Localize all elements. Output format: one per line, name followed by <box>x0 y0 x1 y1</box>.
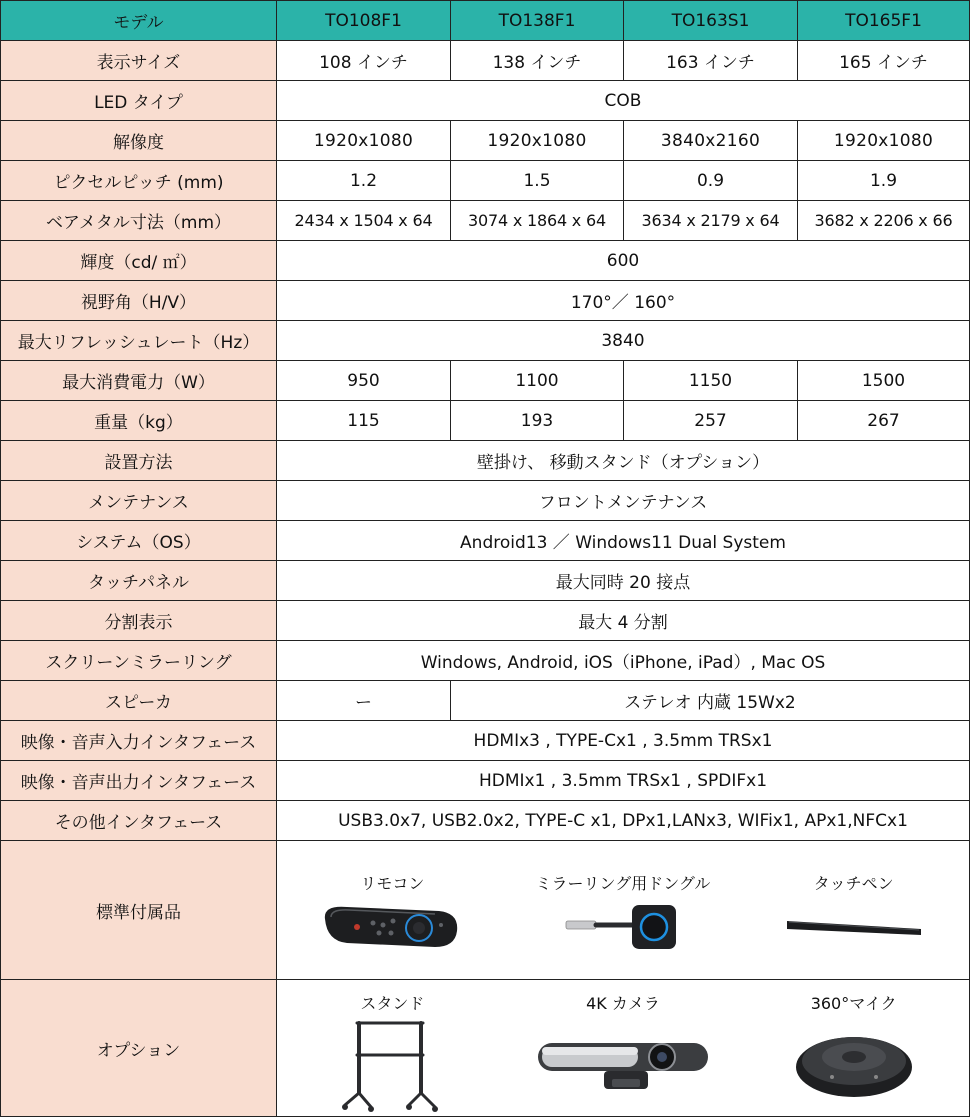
row-label: LED タイプ <box>1 81 277 121</box>
row-av-input <box>1 721 970 761</box>
cell-value: ステレオ 内蔵 15Wx2 <box>451 681 970 721</box>
row-av-output <box>1 761 970 801</box>
row-label: その他インタフェース <box>1 801 277 841</box>
cell-value: 1.5 <box>451 161 624 201</box>
stand-icon <box>337 1017 447 1113</box>
row-led-type <box>1 81 970 121</box>
accessory-touch-pen <box>749 863 959 957</box>
row-label: 映像・音声出力インタフェース <box>1 761 277 801</box>
model-name: TO138F1 <box>451 1 624 41</box>
option-caption: スタンド <box>360 994 425 1013</box>
row-touch-panel <box>1 561 970 601</box>
header-label: モデル <box>1 1 277 41</box>
remote-control-icon <box>317 897 467 957</box>
row-max-power <box>1 361 970 401</box>
cell-value: USB3.0x7, USB2.0x2, TYPE-C x1, DPx1,LANx3, WIFix1, APx1,NFCx1 <box>277 801 970 841</box>
row-label: 視野角（H/V） <box>1 281 277 321</box>
cell-value: 3074 x 1864 x 64 <box>451 201 624 241</box>
row-screen-mirroring <box>1 641 970 681</box>
cell-value: HDMIx3 , TYPE-Cx1 , 3.5mm TRSx1 <box>277 721 970 761</box>
row-label: 最大消費電力（W） <box>1 361 277 401</box>
row-label: ベアメタル寸法（mm） <box>1 201 277 241</box>
camera-icon <box>528 1017 718 1113</box>
cell-value: 163 インチ <box>624 41 798 81</box>
cell-value: 950 <box>277 361 451 401</box>
cell-value: COB <box>277 81 970 121</box>
model-name: TO165F1 <box>798 1 970 41</box>
row-maintenance <box>1 481 970 521</box>
header-row <box>1 1 970 41</box>
row-refresh-rate <box>1 321 970 361</box>
cell-value: 1150 <box>624 361 798 401</box>
cell-value: ー <box>277 681 451 721</box>
cell-value: Windows, Android, iOS（iPhone, iPad）, Mac OS <box>277 641 970 681</box>
row-label: 分割表示 <box>1 601 277 641</box>
cell-value: 257 <box>624 401 798 441</box>
cell-value: 1920x1080 <box>798 121 970 161</box>
cell-value: Android13 ／ Windows11 Dual System <box>277 521 970 561</box>
cell-value: 1.2 <box>277 161 451 201</box>
row-label: 最大リフレッシュレート（Hz） <box>1 321 277 361</box>
accessory-remote <box>287 863 497 957</box>
row-label: システム（OS） <box>1 521 277 561</box>
cell-value: 108 インチ <box>277 41 451 81</box>
option-caption: 360°マイク <box>810 994 897 1013</box>
cell-value: 壁掛け、 移動スタンド（オプション） <box>277 441 970 481</box>
row-viewing-angle <box>1 281 970 321</box>
cell-value: 1920x1080 <box>451 121 624 161</box>
cell-value: 138 インチ <box>451 41 624 81</box>
row-label: スクリーンミラーリング <box>1 641 277 681</box>
cell-value: 3840x2160 <box>624 121 798 161</box>
row-weight <box>1 401 970 441</box>
cell-value: 267 <box>798 401 970 441</box>
cell-value: HDMIx1 , 3.5mm TRSx1 , SPDIFx1 <box>277 761 970 801</box>
row-brightness <box>1 241 970 281</box>
cell-value: 165 インチ <box>798 41 970 81</box>
cell-value: 3634 x 2179 x 64 <box>624 201 798 241</box>
row-label: オプション <box>1 980 277 1117</box>
row-label: スピーカ <box>1 681 277 721</box>
row-speaker <box>1 681 970 721</box>
row-system <box>1 521 970 561</box>
options-cell <box>277 980 970 1117</box>
cell-value: 3840 <box>277 321 970 361</box>
row-label: 解像度 <box>1 121 277 161</box>
row-label: 標準付属品 <box>1 841 277 980</box>
row-label: 輝度（cd/ ㎡） <box>1 241 277 281</box>
row-label: 設置方法 <box>1 441 277 481</box>
option-4k-camera <box>518 983 728 1113</box>
row-label: ピクセルピッチ (mm) <box>1 161 277 201</box>
model-name: TO163S1 <box>624 1 798 41</box>
cell-value: 600 <box>277 241 970 281</box>
accessory-caption: ミラーリング用ドングル <box>535 874 711 893</box>
row-bare-metal <box>1 201 970 241</box>
option-stand <box>287 983 497 1113</box>
cell-value: 1100 <box>451 361 624 401</box>
row-label: 映像・音声入力インタフェース <box>1 721 277 761</box>
option-caption: 4K カメラ <box>586 994 660 1013</box>
row-resolution <box>1 121 970 161</box>
cell-value: 1500 <box>798 361 970 401</box>
row-options <box>1 980 970 1117</box>
accessory-caption: リモコン <box>360 874 425 893</box>
row-display-size <box>1 41 970 81</box>
cell-value: 115 <box>277 401 451 441</box>
cell-value: 0.9 <box>624 161 798 201</box>
cell-value: 最大同時 20 接点 <box>277 561 970 601</box>
cell-value: 3682 x 2206 x 66 <box>798 201 970 241</box>
row-label: 表示サイズ <box>1 41 277 81</box>
cell-value: 193 <box>451 401 624 441</box>
row-pixel-pitch <box>1 161 970 201</box>
row-other-interfaces <box>1 801 970 841</box>
cell-value: 170°／ 160° <box>277 281 970 321</box>
cell-value: 最大 4 分割 <box>277 601 970 641</box>
touch-pen-icon <box>779 897 929 957</box>
row-standard-accessories <box>1 841 970 980</box>
accessory-dongle <box>518 863 728 957</box>
model-name: TO108F1 <box>277 1 451 41</box>
row-label: メンテナンス <box>1 481 277 521</box>
cell-value: 1.9 <box>798 161 970 201</box>
row-label: タッチパネル <box>1 561 277 601</box>
option-360-mic <box>749 983 959 1113</box>
mirroring-dongle-icon <box>548 897 698 957</box>
speakerphone-icon <box>784 1017 924 1113</box>
cell-value: 1920x1080 <box>277 121 451 161</box>
row-label: 重量（kg） <box>1 401 277 441</box>
row-split-display <box>1 601 970 641</box>
accessories-cell <box>277 841 970 980</box>
row-installation <box>1 441 970 481</box>
cell-value: 2434 x 1504 x 64 <box>277 201 451 241</box>
accessory-caption: タッチペン <box>813 874 894 893</box>
cell-value: フロントメンテナンス <box>277 481 970 521</box>
